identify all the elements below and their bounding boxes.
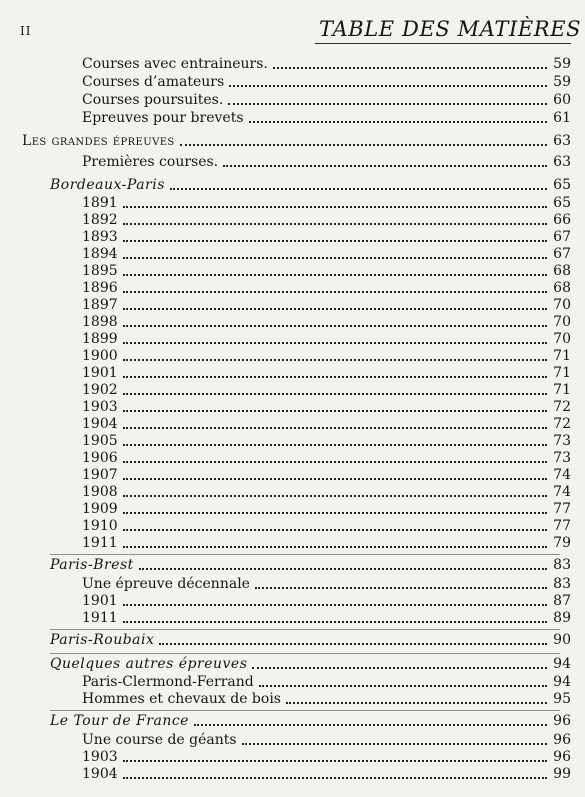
toc-page-number: 68 <box>553 263 571 279</box>
toc-entry-text <box>82 153 547 171</box>
toc-page-number: 96 <box>553 749 571 765</box>
toc-entry-label: 1902 <box>82 382 118 398</box>
toc-entry-text <box>50 176 547 194</box>
toc-page-number: 68 <box>553 280 571 296</box>
toc-entry-label: 1894 <box>82 246 118 262</box>
toc-entry-label: Courses d’amateurs <box>82 74 225 90</box>
toc-entry-label: 1906 <box>82 450 118 466</box>
toc-entry-label: 1895 <box>82 263 118 279</box>
toc-page-number: 59 <box>553 56 571 72</box>
dot-leader <box>123 764 547 779</box>
toc-page-number: 94 <box>553 656 571 672</box>
toc-entry-label: 1903 <box>82 399 118 415</box>
toc-page-number: 87 <box>553 593 571 609</box>
dot-leader <box>123 397 547 412</box>
toc-entry-courses-d-amateurs <box>0 73 585 91</box>
toc-page-number: 60 <box>553 92 571 108</box>
toc-entry-label: Une épreuve décennale <box>82 576 250 592</box>
dot-leader <box>123 482 547 497</box>
dot-leader <box>139 555 547 570</box>
dot-leader <box>249 108 548 123</box>
dot-leader <box>123 747 547 762</box>
dot-leader <box>123 591 547 606</box>
dot-leader <box>229 72 547 87</box>
toc-page-number: 71 <box>553 365 571 381</box>
toc-entry-label: 1904 <box>82 766 118 782</box>
dot-leader <box>123 312 547 327</box>
toc-section-le-tour-de-france <box>0 712 585 730</box>
toc-page-number: 72 <box>553 399 571 415</box>
toc-entry-label: 1909 <box>82 501 118 517</box>
toc-section-paris-brest <box>0 556 585 574</box>
toc-entry-1911-paris-brest <box>0 609 585 627</box>
dot-leader <box>273 54 547 69</box>
toc-entry-label: Courses poursuites. <box>82 92 224 108</box>
dot-leader <box>123 346 547 361</box>
dot-leader <box>123 295 547 310</box>
dot-leader <box>194 711 547 726</box>
toc-entry-label: Quelques autres épreuves <box>50 656 248 672</box>
toc-entry-label: Bordeaux-Paris <box>50 177 165 193</box>
toc-entry-label: 1892 <box>82 212 118 228</box>
toc-entry-label: Paris-Brest <box>50 557 134 573</box>
toc-entry-text <box>50 631 547 649</box>
toc-page-number: 74 <box>553 484 571 500</box>
dot-leader <box>252 654 547 669</box>
toc-entry-label: Les grandes épreuves <box>22 133 175 149</box>
dot-leader <box>123 244 547 259</box>
dot-leader <box>123 499 547 514</box>
toc-entry-label: 1910 <box>82 518 118 534</box>
toc-entry-label: 1901 <box>82 593 118 609</box>
dot-leader <box>123 329 547 344</box>
toc-page-number: 66 <box>553 212 571 228</box>
toc-entry-text <box>22 132 547 150</box>
toc-entry-label: 1891 <box>82 195 118 211</box>
dot-leader <box>123 414 547 429</box>
toc-page-number: 73 <box>553 450 571 466</box>
toc-section-quelques-autres-epreuves <box>0 655 585 673</box>
toc-entry-text <box>82 534 547 552</box>
toc-page-number: 61 <box>553 110 571 126</box>
toc-entry-label: Une course de géants <box>82 732 237 748</box>
toc-page-number: 77 <box>553 518 571 534</box>
toc-entry-premieres-courses <box>0 153 585 171</box>
dot-leader <box>123 448 547 463</box>
toc-entry-epreuves-pour-brevets <box>0 109 585 127</box>
dot-leader <box>228 90 547 105</box>
toc-page-number: 72 <box>553 416 571 432</box>
toc-section-paris-roubaix <box>0 631 585 649</box>
toc-page-number: 71 <box>553 348 571 364</box>
toc-entry-label: Courses avec entraineurs. <box>82 56 268 72</box>
toc-entry-text <box>82 690 547 708</box>
toc-page-number: 59 <box>553 74 571 90</box>
dot-leader <box>159 630 547 645</box>
toc-page-number: 65 <box>553 177 571 193</box>
toc-entry-text <box>82 73 547 91</box>
dot-leader <box>123 193 547 208</box>
toc-page-number: 90 <box>553 632 571 648</box>
toc-entry-courses-avec-entraineurs <box>0 55 585 73</box>
toc-entry-label: 1905 <box>82 433 118 449</box>
toc-entry-label: 1904 <box>82 416 118 432</box>
page-title: TABLE DES MATIÈRES <box>319 17 582 41</box>
toc-entry-label: 1893 <box>82 229 118 245</box>
toc-page-number: 63 <box>553 154 571 170</box>
toc-entry-label: 1896 <box>82 280 118 296</box>
toc-page-number: 95 <box>553 691 571 707</box>
toc-page-number: 94 <box>553 674 571 690</box>
toc-entry-label: Paris-Roubaix <box>50 632 155 648</box>
toc-entry-label: Paris-Clermond-Ferrand <box>82 674 254 690</box>
toc-entry-label: 1900 <box>82 348 118 364</box>
toc-entry-courses-poursuites <box>0 91 585 109</box>
toc-page-number: 71 <box>553 382 571 398</box>
toc-page-number: 70 <box>553 331 571 347</box>
toc-page-number: 96 <box>553 732 571 748</box>
toc-entry-text <box>50 712 547 730</box>
page-number: II <box>20 24 32 38</box>
toc-entry-label: 1907 <box>82 467 118 483</box>
dot-leader <box>255 574 547 589</box>
toc-entry-label: 1903 <box>82 749 118 765</box>
toc-page-number: 83 <box>553 576 571 592</box>
toc-entry-text <box>82 765 547 783</box>
toc-entry-text <box>82 609 547 627</box>
toc-page-number: 77 <box>553 501 571 517</box>
toc-page-number: 65 <box>553 195 571 211</box>
toc-page-number: 96 <box>553 713 571 729</box>
toc-entry-label: 1908 <box>82 484 118 500</box>
dot-leader <box>259 672 547 687</box>
toc-page-number: 70 <box>553 314 571 330</box>
toc-section-bordeaux-paris <box>0 176 585 194</box>
dot-leader <box>123 533 547 548</box>
dot-leader <box>180 131 547 146</box>
dot-leader <box>123 380 547 395</box>
dot-leader <box>286 689 547 704</box>
toc-page-number: 67 <box>553 229 571 245</box>
toc-entry-text <box>50 655 547 673</box>
toc-entry-hommes-et-chevaux-de-bois <box>0 690 585 708</box>
toc-entry-label: 1899 <box>82 331 118 347</box>
dot-leader <box>170 175 547 190</box>
toc-entry-label: Le Tour de France <box>50 713 189 729</box>
dot-leader <box>123 465 547 480</box>
toc-entry-label: 1911 <box>82 610 118 626</box>
dot-leader <box>123 278 547 293</box>
dot-leader <box>123 608 547 623</box>
dot-leader <box>123 363 547 378</box>
toc-page-number: 83 <box>553 557 571 573</box>
dot-leader <box>123 227 547 242</box>
toc-entry-text <box>82 55 547 73</box>
dot-leader <box>123 516 547 531</box>
toc-page-number: 74 <box>553 467 571 483</box>
dot-leader <box>123 431 547 446</box>
toc-entry-label: 1911 <box>82 535 118 551</box>
toc-section-les-grandes-epreuves <box>0 132 585 150</box>
toc-page-number: 73 <box>553 433 571 449</box>
toc-page-number: 79 <box>553 535 571 551</box>
toc-entry-text <box>50 556 547 574</box>
toc-page-number: 70 <box>553 297 571 313</box>
toc-page-number: 67 <box>553 246 571 262</box>
toc-entry-1904-tour <box>0 765 585 783</box>
toc-entry-label: Epreuves pour brevets <box>82 110 244 126</box>
toc-entry-text <box>82 91 547 109</box>
dot-leader <box>223 152 547 167</box>
toc-page-number: 89 <box>553 610 571 626</box>
toc-page-number: 63 <box>553 133 571 149</box>
toc-entry-label: 1898 <box>82 314 118 330</box>
toc-entry-label: Hommes et chevaux de bois <box>82 691 281 707</box>
toc-entry-label: Premières courses. <box>82 154 219 170</box>
dot-leader <box>123 261 547 276</box>
dot-leader <box>123 210 547 225</box>
toc-entry-1911 <box>0 534 585 552</box>
toc-entry-text <box>82 109 547 127</box>
dot-leader <box>242 730 547 745</box>
toc-entry-label: 1897 <box>82 297 118 313</box>
toc-entry-label: 1901 <box>82 365 118 381</box>
toc-page-number: 99 <box>553 766 571 782</box>
